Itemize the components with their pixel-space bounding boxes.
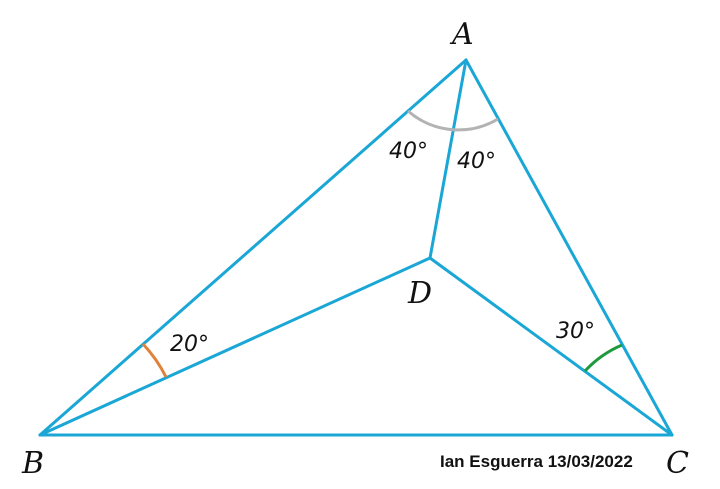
- vertex-label-b: B: [22, 446, 45, 481]
- edge-ab: [40, 60, 466, 435]
- edge-cd: [430, 258, 672, 435]
- vertex-label-a: A: [452, 17, 474, 52]
- angle-arc-b: [143, 344, 166, 377]
- angle-label-bad: 40°: [389, 139, 428, 164]
- vertex-label-d: D: [408, 276, 433, 311]
- angle-label-dac: 40°: [457, 149, 496, 174]
- author-credit: Ian Esguerra 13/03/2022: [440, 452, 633, 471]
- edge-bd: [40, 258, 433, 435]
- edge-ca: [466, 60, 672, 435]
- vertex-label-c: C: [666, 446, 689, 481]
- angle-label-abd: 20°: [170, 332, 209, 357]
- angle-arc-c: [585, 345, 622, 371]
- angle-label-dca: 30°: [556, 319, 595, 344]
